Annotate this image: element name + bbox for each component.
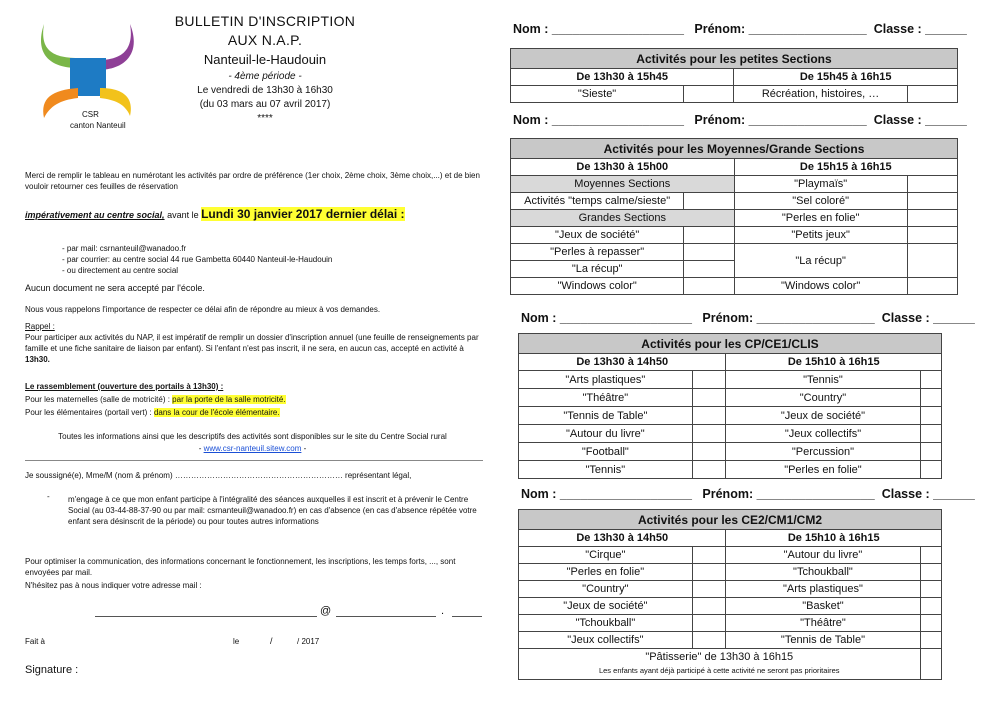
jour: Le vendredi de 13h30 à 16h30 <box>197 85 333 96</box>
cp-h1: De 13h30 à 14h50 <box>519 354 726 371</box>
table-row <box>519 407 942 425</box>
site-link[interactable]: www.csr-nanteuil.sitew.com <box>203 444 302 453</box>
ps-a1: "Sieste" <box>511 86 684 103</box>
table-row <box>519 581 942 598</box>
ms-l4: "La récup" <box>511 261 684 278</box>
classe-field[interactable]: Classe : ______ <box>873 113 967 127</box>
maternelles-text: Pour les maternelles (salle de motricité) : <box>25 395 173 404</box>
ce-rcheck[interactable] <box>920 547 941 564</box>
table-petites-sections <box>510 48 958 103</box>
ce-patisserie-check[interactable] <box>920 649 941 680</box>
classe-field[interactable]: Classe : ______ <box>881 487 975 501</box>
cp-rcheck[interactable] <box>920 371 941 389</box>
ce-l: "Jeux collectifs" <box>519 632 693 649</box>
engage-text: m'engage à ce que mon enfant participe à l'intégralité des séances auxquelles il est inscrit et à prévenir le Centre Social (au 03-44-88-37-90 ou par mail: csrnanteuil@wanadoo.fr) en cas d'absence (en cas d'absence répétée votre enfant sera désinscrit de la période) ou pour toutes autres informations <box>68 495 477 526</box>
nom-field[interactable]: Nom : ___________________ <box>521 487 692 501</box>
hesitez-text: N'hésitez pas à nous indiquer votre adresse mail : <box>25 581 202 590</box>
nom-line-3 <box>521 311 975 325</box>
cp-lcheck[interactable] <box>692 461 726 479</box>
prenom-field[interactable]: Prénom: _________________ <box>702 311 875 325</box>
ps-check-2[interactable] <box>907 86 957 103</box>
ms-r6: "Windows color" <box>734 278 907 295</box>
soussigne-text: Je soussigné(e), Mme/M (nom & prénom) ……………………………………………………… représentant légal, <box>25 471 412 480</box>
table-row <box>519 564 942 581</box>
elementaires-text: Pour les élémentaires (portail vert) : <box>25 408 154 417</box>
ms-title: Activités pour les Moyennes/Grande Sections <box>511 139 958 159</box>
ms-r2: "Sel coloré" <box>734 193 907 210</box>
email-at: @ <box>320 605 332 617</box>
maternelles-line <box>25 394 480 405</box>
ms-rcheck-2[interactable] <box>907 193 957 210</box>
cp-lcheck[interactable] <box>692 443 726 461</box>
ce-rcheck[interactable] <box>920 564 941 581</box>
cp-l: "Théâtre" <box>519 389 693 407</box>
ms-rcheck-5[interactable] <box>907 244 957 278</box>
cp-rcheck[interactable] <box>920 389 941 407</box>
table-ce2-cm1-cm2 <box>518 509 942 680</box>
logo-text-2: canton Nanteuil <box>70 121 126 130</box>
cp-l: "Football" <box>519 443 693 461</box>
cp-r: "Percussion" <box>726 443 920 461</box>
ms-grandes-label: Grandes Sections <box>511 210 735 227</box>
ce-l: "Country" <box>519 581 693 598</box>
ce-patisserie-cell <box>519 649 921 680</box>
contacts <box>62 243 482 276</box>
ce-h1: De 13h30 à 14h50 <box>519 530 726 547</box>
dates: (du 03 mars au 07 avril 2017) <box>199 99 331 110</box>
ms-h2: De 15h15 à 16h15 <box>734 159 957 176</box>
ps-a2: Récréation, histoires, … <box>734 86 907 103</box>
ms-l3: "Perles à repasser" <box>511 244 684 261</box>
ps-check-1[interactable] <box>684 86 734 103</box>
table-row <box>519 615 942 632</box>
prenom-field[interactable]: Prénom: _________________ <box>694 113 867 127</box>
ce-r: "Tchoukball" <box>726 564 920 581</box>
ce-rcheck[interactable] <box>920 581 941 598</box>
ce-lcheck[interactable] <box>692 632 726 649</box>
cp-r: "Perles en folie" <box>726 461 920 479</box>
divider <box>25 460 483 461</box>
contact-centre: - ou directement au centre social <box>62 266 179 275</box>
ms-rcheck-1[interactable] <box>907 176 957 193</box>
prenom-field[interactable]: Prénom: _________________ <box>702 487 875 501</box>
periode: - 4ème période - <box>228 71 302 82</box>
nom-field[interactable]: Nom : ___________________ <box>513 22 684 36</box>
cp-rcheck[interactable] <box>920 461 941 479</box>
ce-lcheck[interactable] <box>692 547 726 564</box>
ms-rcheck-3[interactable] <box>907 210 957 227</box>
cp-r: "Jeux de société" <box>726 407 920 425</box>
ps-title: Activités pour les petites Sections <box>511 49 958 69</box>
cp-rcheck[interactable] <box>920 407 941 425</box>
rassemblement-title: Le rassemblement (ouverture des portails à 13h30) : <box>25 382 224 391</box>
table-row <box>519 547 942 564</box>
stars: **** <box>257 113 273 124</box>
ms-r4: "Petits jeux" <box>734 227 907 244</box>
cp-rcheck[interactable] <box>920 443 941 461</box>
ce-l: "Perles en folie" <box>519 564 693 581</box>
email-line-3[interactable] <box>452 616 482 617</box>
table-row <box>519 632 942 649</box>
bullet: - <box>47 492 50 501</box>
cp-title: Activités pour les CP/CE1/CLIS <box>519 334 942 354</box>
ce-lcheck[interactable] <box>692 581 726 598</box>
ms-r5: "La récup" <box>734 244 907 278</box>
nom-field[interactable]: Nom : ___________________ <box>521 311 692 325</box>
cp-l: "Tennis de Table" <box>519 407 693 425</box>
table-row <box>519 443 942 461</box>
rappel-body: Pour participer aux activités du NAP, il est impératif de remplir un dossier d'inscription annuel (une feuille de renseignements par famille et une fiche sanitaire de liaison par enfant). Si l'enfant n'est pas inscrit, il ne sera, en aucun cas, accepté en activité à <box>25 333 479 353</box>
form-title: BULLETIN D'INSCRIPTION <box>174 13 356 29</box>
nom-line-2 <box>513 113 967 127</box>
ce-r: "Autour du livre" <box>726 547 920 564</box>
elementaires-hl: dans la cour de l'école élémentaire. <box>153 408 280 417</box>
email-line-2[interactable] <box>336 616 436 617</box>
ce-lcheck[interactable] <box>692 564 726 581</box>
ms-l1: Activités "temps calme/sieste" <box>511 193 684 210</box>
rappel-delai: Nous vous rappelons l'importance de respecter ce délai afin de répondre au mieux à vos demandes. <box>25 305 381 314</box>
email-line-1[interactable] <box>95 616 317 617</box>
cp-r: "Country" <box>726 389 920 407</box>
nom-field[interactable]: Nom : ___________________ <box>513 113 684 127</box>
elementaires-line <box>25 407 480 418</box>
date-year: / 2017 <box>297 637 320 646</box>
date-slash: / <box>270 636 273 646</box>
cp-l: "Autour du livre" <box>519 425 693 443</box>
ce-r: "Tennis de Table" <box>726 632 920 649</box>
ms-lcheck-4[interactable] <box>684 261 734 278</box>
ms-lcheck-5[interactable] <box>684 278 734 295</box>
rappel-text <box>25 332 480 365</box>
cp-lcheck[interactable] <box>692 371 726 389</box>
ce-patisserie: "Pâtisserie" de 13h30 à 16h15 <box>645 651 794 663</box>
table-cp-ce1-clis <box>518 333 942 479</box>
ps-h2: De 15h45 à 16h15 <box>734 69 958 86</box>
merci-text: Merci de remplir le tableau en numérotant les activités par ordre de préférence (1er choix, 2ème choix, 3ème choix,...) et de bien vouloir retourner ces feuilles de réservation <box>25 171 480 191</box>
ce-l: "Tchoukball" <box>519 615 693 632</box>
imperatif-text: impérativement au centre social, <box>25 210 165 220</box>
cp-l: "Arts plastiques" <box>519 371 693 389</box>
ce-rcheck[interactable] <box>920 598 941 615</box>
classe-field[interactable]: Classe : ______ <box>873 22 967 36</box>
email-dot: . <box>441 605 445 617</box>
contact-courrier: - par courrier: au centre social 44 rue Gambetta 60440 Nanteuil-le-Haudouin <box>62 255 333 264</box>
classe-field[interactable]: Classe : ______ <box>881 311 975 325</box>
ce-r: "Arts plastiques" <box>726 581 920 598</box>
ms-lcheck-2[interactable] <box>684 227 734 244</box>
fait-a: Fait à <box>25 637 46 646</box>
town-name: Nanteuil-le-Haudouin <box>203 52 327 67</box>
aucun-text: Aucun document ne sera accepté par l'école. <box>25 283 205 293</box>
optimiser-text: Pour optimiser la communication, des informations concernant le fonctionnement, les inscriptions, les temps forts, ..., sont envoyées par mail. <box>25 557 456 577</box>
ce-lcheck[interactable] <box>692 598 726 615</box>
cp-h2: De 15h10 à 16h15 <box>726 354 942 371</box>
rappel-title: Rappel : <box>25 322 55 331</box>
table-row <box>519 389 942 407</box>
cp-r: "Tennis" <box>726 371 920 389</box>
ce-h2: De 15h10 à 16h15 <box>726 530 942 547</box>
ce-r: "Théâtre" <box>726 615 920 632</box>
ms-moyennes-label: Moyennes Sections <box>511 176 735 193</box>
cp-lcheck[interactable] <box>692 425 726 443</box>
nom-line-4 <box>521 487 975 501</box>
ms-r1: "Playmaïs" <box>734 176 907 193</box>
ce-rcheck[interactable] <box>920 615 941 632</box>
avant-text: avant le <box>164 210 202 220</box>
ms-rcheck-6[interactable] <box>907 278 957 295</box>
ms-r3: "Perles en folie" <box>734 210 907 227</box>
table-row <box>519 371 942 389</box>
form-header <box>150 12 380 126</box>
ce-r: "Basket" <box>726 598 920 615</box>
logo-text-1: CSR <box>82 110 99 119</box>
ms-h1: De 13h30 à 15h00 <box>511 159 735 176</box>
deadline-line <box>25 207 480 222</box>
ms-l2: "Jeux de société" <box>511 227 684 244</box>
ms-lcheck-1[interactable] <box>684 193 734 210</box>
table-row <box>519 461 942 479</box>
ce-lcheck[interactable] <box>692 615 726 632</box>
le-text: le <box>233 637 240 646</box>
signature-label: Signature : <box>25 664 79 676</box>
table-row <box>519 425 942 443</box>
cp-lcheck[interactable] <box>692 389 726 407</box>
table-row <box>519 598 942 615</box>
ps-h1: De 13h30 à 15h45 <box>511 69 734 86</box>
nom-line-1 <box>513 22 967 36</box>
ce-title: Activités pour les CE2/CM1/CM2 <box>519 510 942 530</box>
maternelles-hl: par la porte de la salle motricité. <box>172 395 286 404</box>
ce-l: "Cirque" <box>519 547 693 564</box>
ms-lcheck-3[interactable] <box>684 244 734 261</box>
ce-l: "Jeux de société" <box>519 598 693 615</box>
contact-mail: - par mail: csrnanteuil@wanadoo.fr <box>62 244 187 253</box>
infos-text: Toutes les informations ainsi que les descriptifs des activités sont disponibles sur le site du Centre Social rural <box>58 432 447 441</box>
cp-rcheck[interactable] <box>920 425 941 443</box>
prenom-field[interactable]: Prénom: _________________ <box>694 22 867 36</box>
form-subtitle: AUX N.A.P. <box>227 32 303 48</box>
deadline-text: Lundi 30 janvier 2017 dernier délai : <box>201 207 405 221</box>
rappel-time: 13h30. <box>25 355 50 364</box>
ce-rcheck[interactable] <box>920 632 941 649</box>
ce-note: Les enfants ayant déjà participé à cette activité ne seront pas prioritaires <box>598 666 840 675</box>
cp-l: "Tennis" <box>519 461 693 479</box>
ms-rcheck-4[interactable] <box>907 227 957 244</box>
ms-l5: "Windows color" <box>511 278 684 295</box>
table-moyennes-grandes <box>510 138 958 295</box>
site-line: - www.csr-nanteuil.sitew.com - <box>198 444 307 453</box>
cp-r: "Jeux collectifs" <box>726 425 920 443</box>
cp-lcheck[interactable] <box>692 407 726 425</box>
